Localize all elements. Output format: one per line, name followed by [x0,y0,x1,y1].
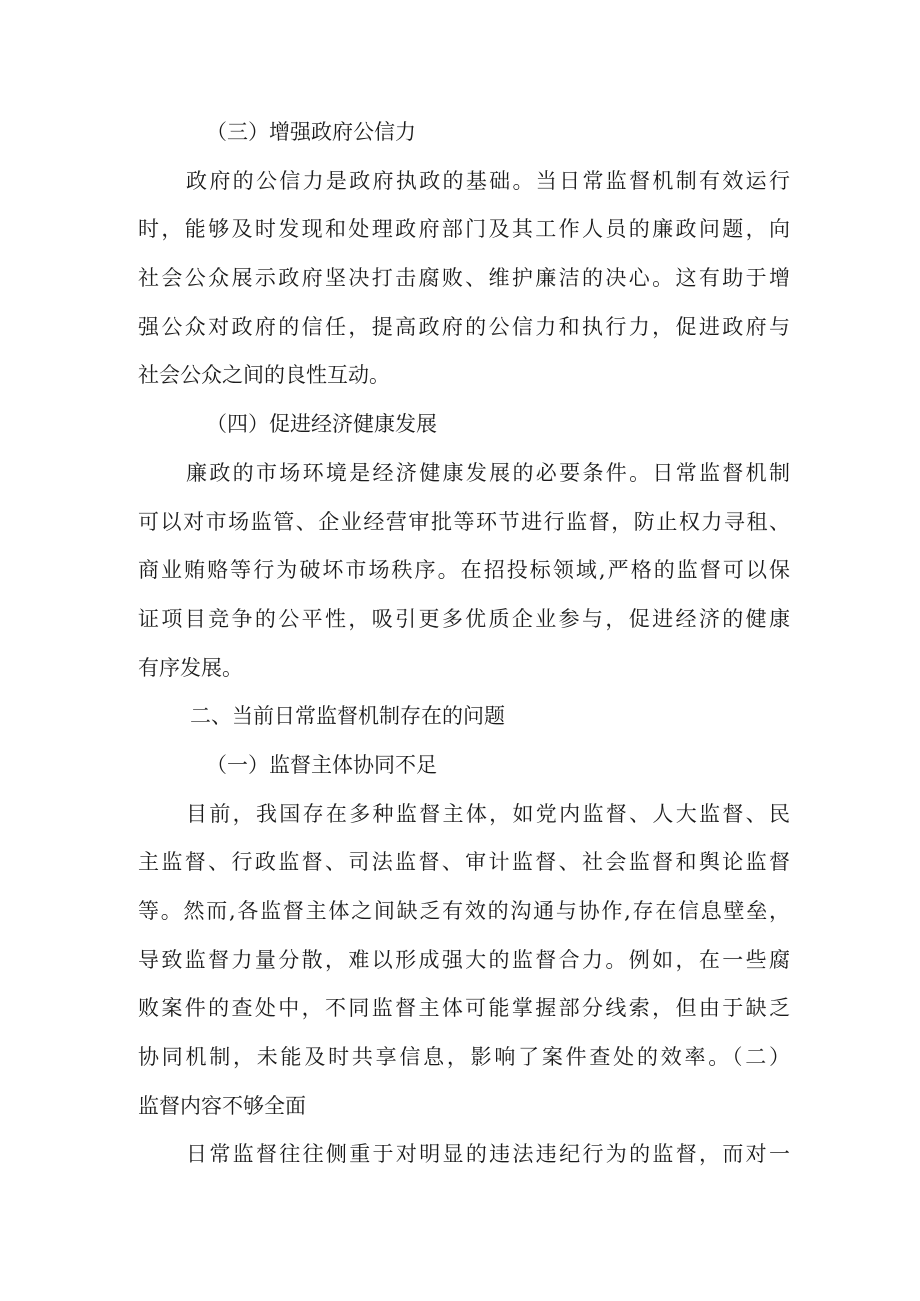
paragraph-line: 导致监督力量分散，难以形成强大的监督合力。例如，在一些腐 [138,947,790,972]
paragraph-first-line: 廉政的市场环境是经济健康发展的必要条件。日常监督机制 [186,460,790,485]
paragraph-line: 败案件的查处中，不同监督主体可能掌握部分线索，但由于缺乏 [138,996,790,1021]
section-heading: 二、当前日常监督机制存在的问题 [190,704,505,729]
paragraph-line: 社会公众之间的良性互动。 [138,363,390,388]
paragraph-line: 监督内容不够全面 [138,1093,306,1118]
paragraph-first-line: 政府的公信力是政府执政的基础。当日常监督机制有效运行 [186,168,790,193]
paragraph-line: 证项目竞争的公平性，吸引更多优质企业参与，促进经济的健康 [138,606,790,631]
subheading: （四）促进经济健康发展 [206,412,437,437]
paragraph-line: 可以对市场监管、企业经营审批等环节进行监督，防止权力寻租、 [138,509,790,534]
paragraph-line: 协同机制，未能及时共享信息，影响了案件查处的效率。（二） [138,1045,790,1070]
paragraph-line: 主监督、行政监督、司法监督、审计监督、社会监督和舆论监督 [138,850,790,875]
subheading: （一）监督主体协同不足 [206,752,437,777]
subheading: （三）增强政府公信力 [206,120,416,144]
paragraph-first-line: 目前，我国存在多种监督主体，如党内监督、人大监督、民 [186,801,790,826]
paragraph-line: 社会公众展示政府坚决打击腐败、维护廉洁的决心。这有助于增 [138,266,790,291]
document-body [138,108,790,1179]
paragraph-line: 有序发展。 [138,655,243,680]
paragraph-line: 等。然而,各监督主体之间缺乏有效的沟通与协作,存在信息壁垒， [138,899,790,923]
paragraph-line: 商业贿赂等行为破坏市场秩序。在招投标领域,严格的监督可以保 [138,558,790,583]
paragraph-line: 强公众对政府的信任，提高政府的公信力和执行力，促进政府与 [138,314,790,339]
paragraph-line: 时，能够及时发现和处理政府部门及其工作人员的廉政问题，向 [138,217,790,242]
paragraph-first-line: 日常监督往往侧重于对明显的违法违纪行为的监督，而对一 [186,1142,790,1167]
